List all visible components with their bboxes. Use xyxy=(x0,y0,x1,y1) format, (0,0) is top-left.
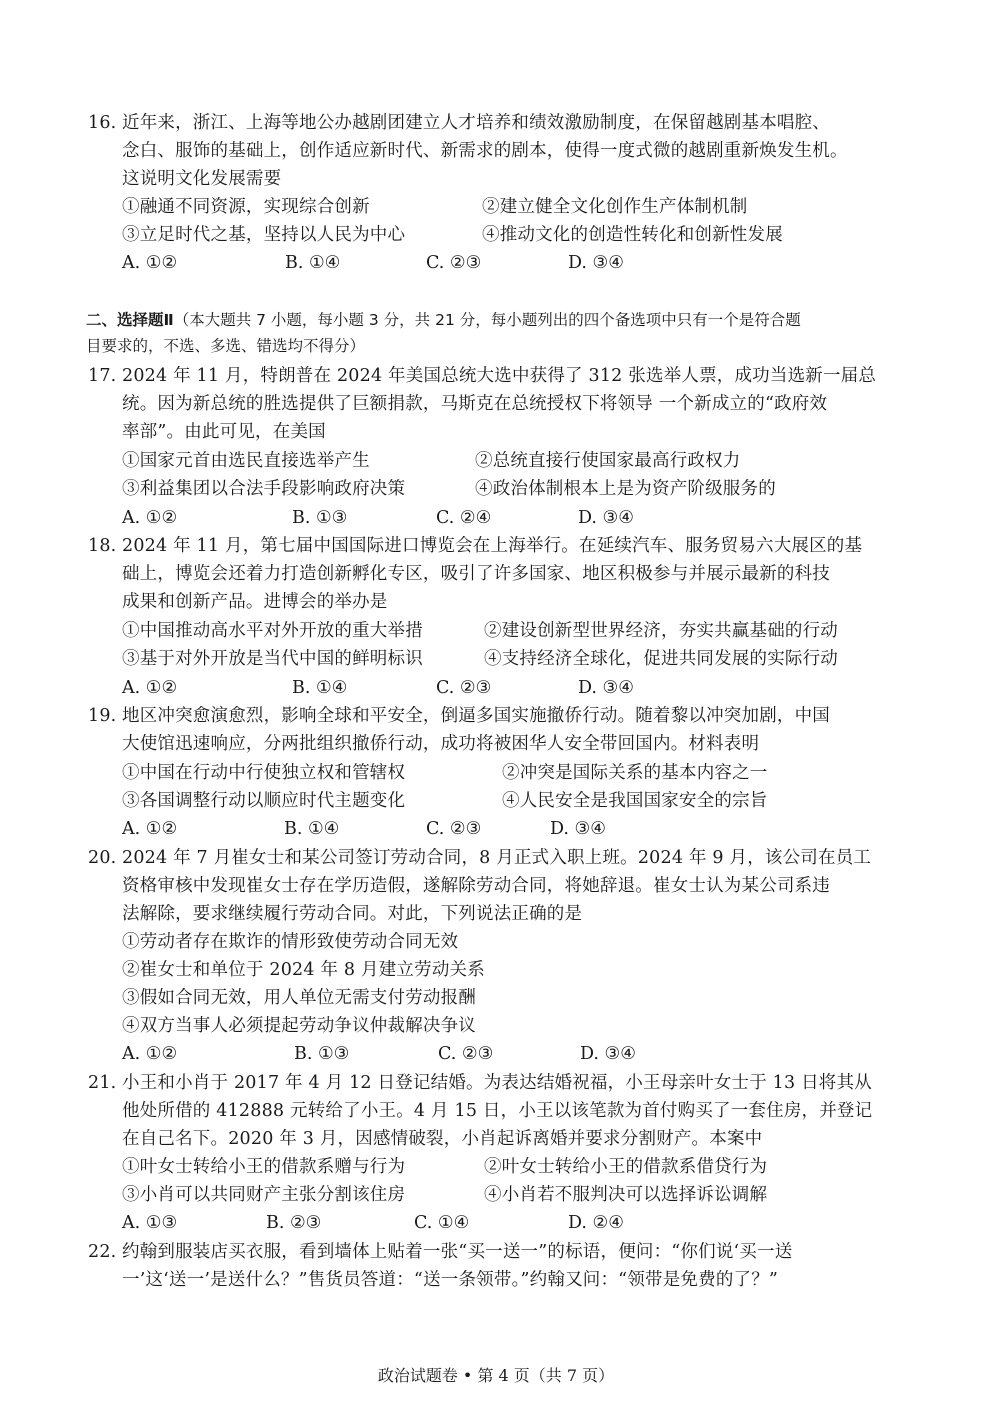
option-d: D. ③④ xyxy=(578,678,634,698)
statement-3: ③利益集团以合法手段影响政府决策 xyxy=(122,479,406,499)
question-stem-line: 2024 年 11 月，第七届中国国际进口博览会在上海举行。在延续汽车、服务贸易六大展区的基 xyxy=(122,536,863,556)
question-stem-line: 成果和创新产品。进博会的举办是 xyxy=(122,592,388,612)
question-stem-line: 一’这‘送一’是送什么？”售货员答道：“送一条领带。”约翰又问：“领带是免费的了？” xyxy=(122,1270,779,1290)
question-stem-line: 他处所借的 412888 元转给了小王。4 月 15 日，小王以该笔款为首付购买了一套住房，并登记 xyxy=(122,1101,873,1121)
statement-4: ④双方当事人必须提起劳动争议仲裁解决争议 xyxy=(122,1016,476,1036)
option-c: C. ②④ xyxy=(436,508,492,528)
option-a: A. ①② xyxy=(122,1044,178,1064)
question-number: 19. xyxy=(88,706,117,726)
question-stem-line: 这说明文化发展需要 xyxy=(122,169,282,189)
option-a: A. ①② xyxy=(122,819,178,839)
statement-3: ③基于对外开放是当代中国的鲜明标识 xyxy=(122,649,423,669)
option-a: A. ①② xyxy=(122,508,178,528)
question-number: 20. xyxy=(88,848,117,868)
statement-1: ①叶女士转给小王的借款系赠与行为 xyxy=(122,1157,406,1177)
statement-3: ③立足时代之基，坚持以人民为中心 xyxy=(122,225,406,245)
statement-4: ④政治体制根本上是为资产阶级服务的 xyxy=(475,479,776,499)
statement-2: ②建立健全文化创作生产体制机制 xyxy=(482,197,748,217)
question-stem-line: 大使馆迅速响应，分两批组织撤侨行动，成功将被困华人安全带回国内。材料表明 xyxy=(122,734,760,754)
option-d: D. ③④ xyxy=(550,819,606,839)
statement-1: ①融通不同资源，实现综合创新 xyxy=(122,197,370,217)
question-number: 17. xyxy=(88,366,117,386)
statement-4: ④支持经济全球化，促进共同发展的实际行动 xyxy=(484,649,838,669)
statement-1: ①劳动者存在欺诈的情形致使劳动合同无效 xyxy=(122,932,459,952)
option-a: A. ①③ xyxy=(122,1213,178,1233)
section-title: 二、选择题Ⅱ xyxy=(86,311,174,329)
question-stem-line: 约翰到服装店买衣服，看到墙体上贴着一张“买一送一”的标语，便问：“你们说‘买一送 xyxy=(122,1242,793,1262)
option-d: D. ③④ xyxy=(580,1044,636,1064)
question-number: 16. xyxy=(88,113,117,133)
section-desc-line2: 目要求的，不选、多选、错选均不得分） xyxy=(86,337,366,355)
option-b: B. ②③ xyxy=(266,1213,322,1233)
statement-3: ③假如合同无效，用人单位无需支付劳动报酬 xyxy=(122,988,476,1008)
statement-4: ④人民安全是我国国家安全的宗旨 xyxy=(502,791,768,811)
option-c: C. ②③ xyxy=(436,678,492,698)
statement-1: ①中国在行动中行使独立权和管辖权 xyxy=(122,763,406,783)
question-stem-line: 资格审核中发现崔女士存在学历造假，遂解除劳动合同，将她辞退。崔女士认为某公司系违 xyxy=(122,876,830,896)
option-d: D. ②④ xyxy=(568,1213,624,1233)
statement-2: ②崔女士和单位于 2024 年 8 月建立劳动关系 xyxy=(122,960,485,980)
option-c: C. ①④ xyxy=(414,1213,470,1233)
question-stem-line: 念白、服饰的基础上，创作适应新时代、新需求的剧本，使得一度式微的越剧重新焕发生机。 xyxy=(122,141,848,161)
question-stem-line: 统。因为新总统的胜选提供了巨额捐款，马斯克在总统授权下将领导 一个新成立的“政府效 xyxy=(122,394,828,414)
statement-1: ①中国推动高水平对外开放的重大举措 xyxy=(122,621,423,641)
question-number: 22. xyxy=(88,1242,117,1262)
question-stem-line: 础上，博览会还着力打造创新孵化专区，吸引了许多国家、地区积极参与并展示最新的科技 xyxy=(122,564,830,584)
section-desc-line1: （本大题共 7 小题，每小题 3 分，共 21 分，每小题列出的四个备选项中只有一个是符合题 xyxy=(173,311,801,329)
statement-2: ②冲突是国际关系的基本内容之一 xyxy=(502,763,768,783)
option-b: B. ①③ xyxy=(292,508,348,528)
statement-4: ④小肖若不服判决可以选择诉讼调解 xyxy=(484,1185,768,1205)
statement-2: ②叶女士转给小王的借款系借贷行为 xyxy=(484,1157,768,1177)
page-footer: 政治试题卷 • 第 4 页（共 7 页） xyxy=(377,1366,615,1385)
option-d: D. ③④ xyxy=(568,253,624,273)
option-b: B. ①④ xyxy=(292,678,348,698)
option-b: B. ①④ xyxy=(285,253,341,273)
option-c: C. ②③ xyxy=(426,253,482,273)
statement-3: ③小肖可以共同财产主张分割该住房 xyxy=(122,1185,406,1205)
question-stem-line: 近年来，浙江、上海等地公办越剧团建立人才培养和绩效激励制度，在保留越剧基本唱腔、 xyxy=(122,113,830,133)
option-b: B. ①④ xyxy=(284,819,340,839)
option-b: B. ①③ xyxy=(294,1044,350,1064)
statement-1: ①国家元首由选民直接选举产生 xyxy=(122,451,370,471)
statement-2: ②总统直接行使国家最高行政权力 xyxy=(475,451,741,471)
statement-2: ②建设创新型世界经济，夯实共赢基础的行动 xyxy=(484,621,838,641)
statement-3: ③各国调整行动以顺应时代主题变化 xyxy=(122,791,406,811)
option-d: D. ③④ xyxy=(578,508,634,528)
option-c: C. ②③ xyxy=(426,819,482,839)
question-stem-line: 小王和小肖于 2017 年 4 月 12 日登记结婚。为表达结婚祝福，小王母亲叶女士于 13 日将其从 xyxy=(122,1073,872,1093)
option-c: C. ②③ xyxy=(438,1044,494,1064)
question-stem-line: 法解除，要求继续履行劳动合同。对此，下列说法正确的是 xyxy=(122,904,583,924)
option-a: A. ①② xyxy=(122,678,178,698)
question-stem-line: 率部”。由此可见，在美国 xyxy=(122,422,326,442)
option-a: A. ①② xyxy=(122,253,178,273)
question-stem-line: 2024 年 7 月崔女士和某公司签订劳动合同，8 月正式入职上班。2024 年 9 月，该公司在员工 xyxy=(122,848,872,868)
question-stem-line: 在自己名下。2020 年 3 月，因感情破裂，小肖起诉离婚并要求分割财产。本案中 xyxy=(122,1129,763,1149)
question-number: 21. xyxy=(88,1073,117,1093)
statement-4: ④推动文化的创造性转化和创新性发展 xyxy=(482,225,783,245)
question-stem-line: 地区冲突愈演愈烈，影响全球和平安全，倒逼多国实施撤侨行动。随着黎以冲突加剧，中国 xyxy=(122,706,830,726)
question-stem-line: 2024 年 11 月，特朗普在 2024 年美国总统大选中获得了 312 张选举人票，成功当选新一届总 xyxy=(122,366,877,386)
question-number: 18. xyxy=(88,536,117,556)
